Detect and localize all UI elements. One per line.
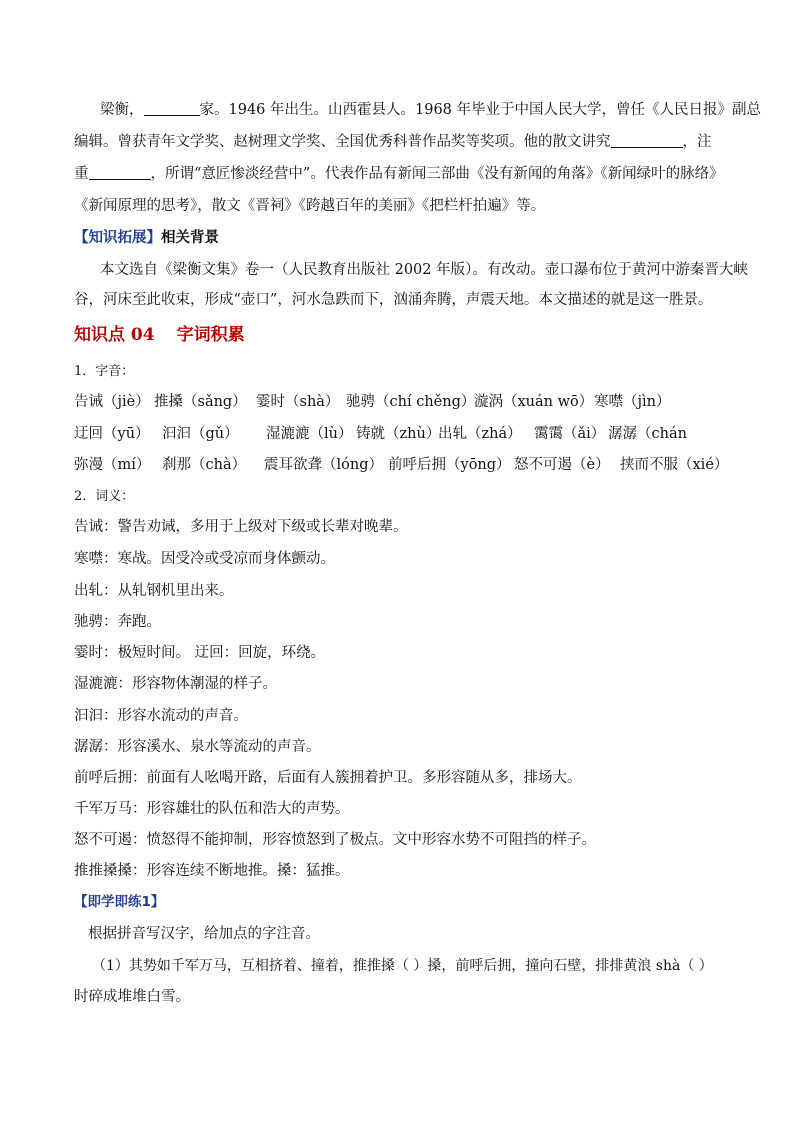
background-heading: [74, 228, 724, 248]
word-item: 刹那（chà）: [162, 457, 247, 473]
meaning-item: 出轧：从轧钢机里出来。: [74, 583, 234, 599]
word-item: 潺潺（chán: [608, 426, 687, 442]
word-item: 前呼后拥（yōng）: [388, 457, 511, 473]
pronunciation-label: 1．字音：: [74, 364, 135, 379]
background-p2: 谷，河床至此收束，形成“壶口”，河水急跌而下，汹涌奔腾，声震天地。本文描述的就是这一胜景。: [74, 292, 713, 308]
background-title: 相关背景: [161, 229, 219, 246]
meaning-item: 告诫：警告劝诫，多用于上级对下级或长辈对晚辈。: [74, 519, 408, 535]
meaning-item: 汩汩：形容水流动的声音。: [74, 708, 248, 724]
exercise-instruction: 根据拼音写汉字，给加点的字注音。: [88, 926, 320, 942]
word-item: 出轧（zhá）: [438, 426, 522, 442]
fill-blank[interactable]: [611, 133, 683, 148]
meaning-item: 前呼后拥：前面有人吆喝开路，后面有人簇拥着护卫。多形容随从多，排场大。: [74, 770, 582, 786]
word-item: 震耳欲聋（lóng）: [264, 457, 383, 473]
bio-text: 重: [74, 166, 89, 182]
bio-line-2: [74, 132, 724, 152]
meaning-item: 驰骋：奔跑。: [74, 614, 161, 630]
section-number: 知识点 04: [74, 325, 155, 345]
word-item: 驰骋（chí chěng）: [346, 394, 476, 410]
meaning-item: 千军万马：形容雄壮的队伍和浩大的声势。: [74, 801, 350, 817]
word-item: 告诫（jiè）: [74, 394, 150, 410]
word-item: 湿漉漉（lù）: [266, 426, 353, 442]
meaning-item: 潺潺：形容溪水、泉水等流动的声音。: [74, 739, 321, 755]
fill-blank[interactable]: [144, 101, 200, 116]
section-title: 字词积累: [176, 325, 245, 345]
fill-blank[interactable]: [89, 165, 151, 180]
meaning-item: 寒噤：寒战。因受冷或受凉而身体颤动。: [74, 551, 335, 567]
bio-line-4: 《新闻原理的思考》，散文《晋祠》《跨越百年的美丽》《把栏杆拍遍》等。: [74, 198, 546, 214]
word-item: 霭霭（ǎi）: [534, 426, 606, 442]
meaning-item: 湿漉漉：形容物体潮湿的样子。: [74, 676, 277, 692]
word-item: 怒不可遏（è）: [514, 457, 610, 473]
word-item: 汩汩（gǔ）: [162, 426, 239, 442]
bio-text: 编辑。曾获青年文学奖、赵树理文学奖、全国优秀科普作品奖等奖项。他的散文讲究: [74, 134, 611, 150]
bio-text: 家。1946 年出生。山西霍县人。1968 年毕业于中国人民大学，曾任《人民日报》副总: [199, 102, 762, 118]
word-item: 弥漫（mí）: [74, 457, 151, 473]
exercise-question-1: （1）其势如千军万马，互相挤着、撞着，推推搡（ ）搡，前呼后拥，撞向石壁，排排黄浪 shà（ ）: [92, 958, 713, 974]
bio-text: ，所谓“意匠惨淡经营中”。代表作品有新闻三部曲《没有新闻的角落》《新闻绿叶的脉络》: [150, 166, 724, 182]
word-item: 寒噤（jìn）: [594, 394, 671, 410]
meaning-item: 推推搡搡：形容连续不断地推。搡：猛推。: [74, 863, 350, 879]
word-item: 挟而不服（xié）: [620, 457, 729, 473]
bio-line-1: [100, 100, 762, 120]
word-item: 推搡（sǎng）: [154, 394, 247, 410]
bio-line-3: [74, 164, 724, 184]
word-item: 漩涡（xuán wō）: [474, 394, 594, 410]
word-item: 铸就（zhù）: [356, 426, 441, 442]
section-heading: [74, 325, 724, 345]
exercise-tag-label: 【即学即练1】: [74, 894, 165, 910]
bio-text: ，注: [682, 134, 712, 150]
background-p1: 本文选自《梁衡文集》卷一（人民教育出版社 2002 年版）。有改动。壶口瀑布位于黄河中游秦晋大峡: [100, 262, 748, 278]
meanings-label: 2．词义：: [74, 489, 135, 504]
exercise-tag: [74, 892, 724, 912]
meaning-item: 怒不可遏：愤怒得不能抑制，形容愤怒到了极点。文中形容水势不可阻挡的样子。: [74, 832, 596, 848]
word-item: 迂回（yū）: [74, 426, 150, 442]
section-tag: 【知识拓展】: [74, 229, 161, 246]
word-item: 霎时（shà）: [256, 394, 340, 410]
exercise-question-1-cont: 时碎成堆堆白雪。: [74, 989, 190, 1005]
bio-text: 梁衡，: [100, 102, 144, 118]
meaning-item: 霎时：极短时间。 迂回：回旋，环绕。: [74, 645, 326, 661]
